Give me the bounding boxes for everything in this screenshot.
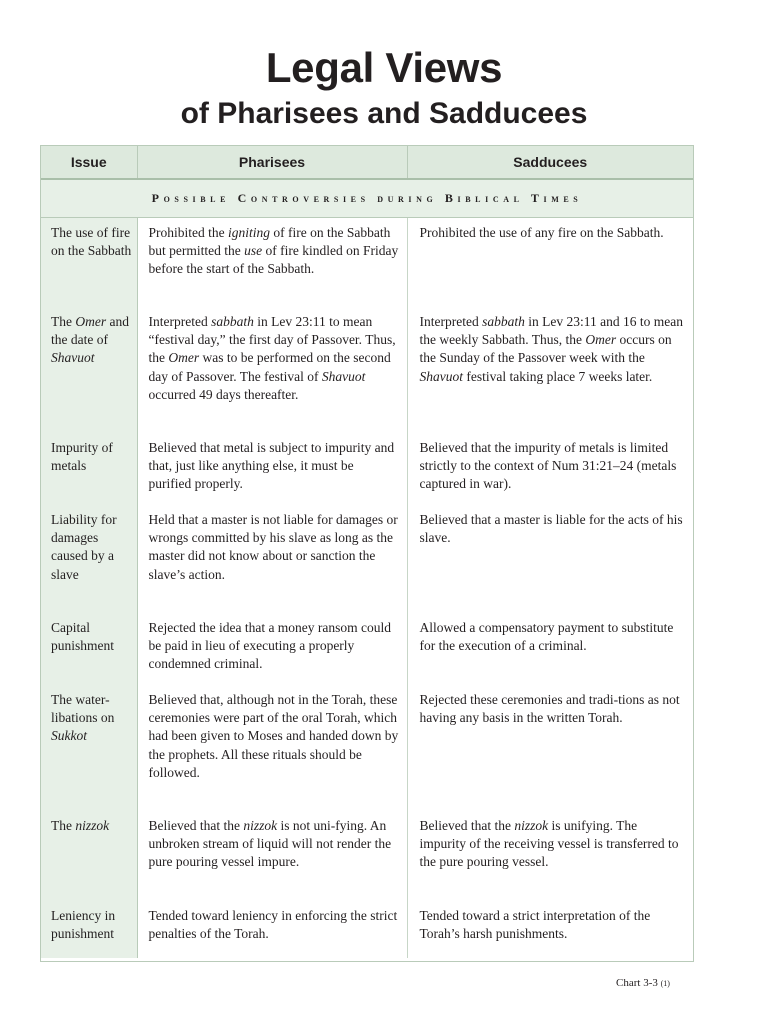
column-header-issue: Issue: [41, 146, 137, 179]
pharisees-cell: Rejected the idea that a money ransom could be paid in lieu of executing a properly condemned criminal.: [137, 613, 407, 685]
table-row: [41, 811, 693, 901]
issue-cell: Leniency in punishment: [41, 901, 137, 958]
sadducees-cell: Interpreted sabbath in Lev 23:11 and 16 to mean the weekly Sabbath. Thus, the Omer occurs on the Sunday of the Passover week with the Shavuot festival taking place 7 weeks later.: [419, 314, 683, 384]
comparison-table: [40, 145, 694, 962]
issue-cell: The use of fire on the Sabbath: [41, 217, 137, 307]
pharisees-cell: Held that a master is not liable for damages or wrongs committed by his slave as long as the master did not know about or sanction the slave’s action.: [137, 505, 407, 613]
sadducees-cell: Believed that a master is liable for the acts of his slave.: [419, 512, 683, 546]
column-header-sadducees: Sadducees: [407, 146, 693, 179]
pharisees-cell: Believed that, although not in the Torah, these ceremonies were part of the oral Torah, which had been given to Moses and handed down by the prophets. All these rituals should be followed.: [137, 685, 407, 811]
table-row: [41, 433, 693, 505]
pharisees-cell: Believed that metal is subject to impurity and that, just like anything else, it must be purified properly.: [137, 433, 407, 505]
page-title: Legal Views: [265, 44, 503, 91]
pharisees-cell: Tended toward leniency in enforcing the strict penalties of the Torah.: [137, 901, 407, 958]
sadducees-cell: Rejected these ceremonies and tradi-tions as not having any basis in the written Torah.: [419, 692, 680, 726]
chart-number: Chart 3-3: [616, 977, 658, 989]
page-title-block: [0, 44, 768, 132]
header-row: [41, 146, 693, 179]
table-row: [41, 505, 693, 613]
issue-cell: Liability for damages caused by a slave: [41, 505, 137, 613]
sadducees-cell: Believed that the nizzok is unifying. The impurity of the receiving vessel is transferred to the pure pouring vessel.: [419, 818, 679, 870]
table-row: [41, 307, 693, 433]
section-title: Possible Controversies during Biblical Times: [151, 191, 583, 206]
issue-cell: Impurity of metals: [41, 433, 137, 505]
sadducees-cell: Tended toward a strict interpretation of the Torah’s harsh punishments.: [419, 908, 651, 942]
issue-cell: The water-libations on Sukkot: [41, 685, 137, 811]
table-row: [41, 901, 693, 958]
sadducees-cell: Prohibited the use of any fire on the Sabbath.: [419, 224, 664, 240]
sadducees-cell: Allowed a compensatory payment to substitute for the execution of a criminal.: [419, 620, 674, 654]
section-row: [41, 179, 693, 217]
page-subtitle: of Pharisees and Sadducees: [180, 97, 588, 130]
chart-label: [616, 977, 670, 989]
table-row: [41, 685, 693, 811]
issue-cell: Capital punishment: [41, 613, 137, 685]
column-header-pharisees: Pharisees: [137, 146, 407, 179]
table-row: [41, 217, 693, 307]
pharisees-cell: Interpreted sabbath in Lev 23:11 to mean “festival day,” the first day of Passover. Thus, the Omer was to be performed on the second day of Passover. The festival of Shavuot occurred 49 days thereafter.: [137, 307, 407, 433]
pharisees-cell: Prohibited the igniting of fire on the Sabbath but permitted the use of fire kindled on Friday before the start of the Sabbath.: [137, 217, 407, 307]
sadducees-cell: Believed that the impurity of metals is limited strictly to the context of Num 31:21–24 (metals captured in war).: [419, 440, 677, 492]
table-row: [41, 613, 693, 685]
issue-cell: The nizzok: [41, 811, 137, 901]
pharisees-cell: Believed that the nizzok is not uni-fying. An unbroken stream of liquid will not render the pure pouring vessel impure.: [137, 811, 407, 901]
chart-subnumber: (1): [660, 979, 670, 988]
issue-cell: The Omer and the date of Shavuot: [41, 307, 137, 433]
legal-views-table: [41, 146, 693, 958]
